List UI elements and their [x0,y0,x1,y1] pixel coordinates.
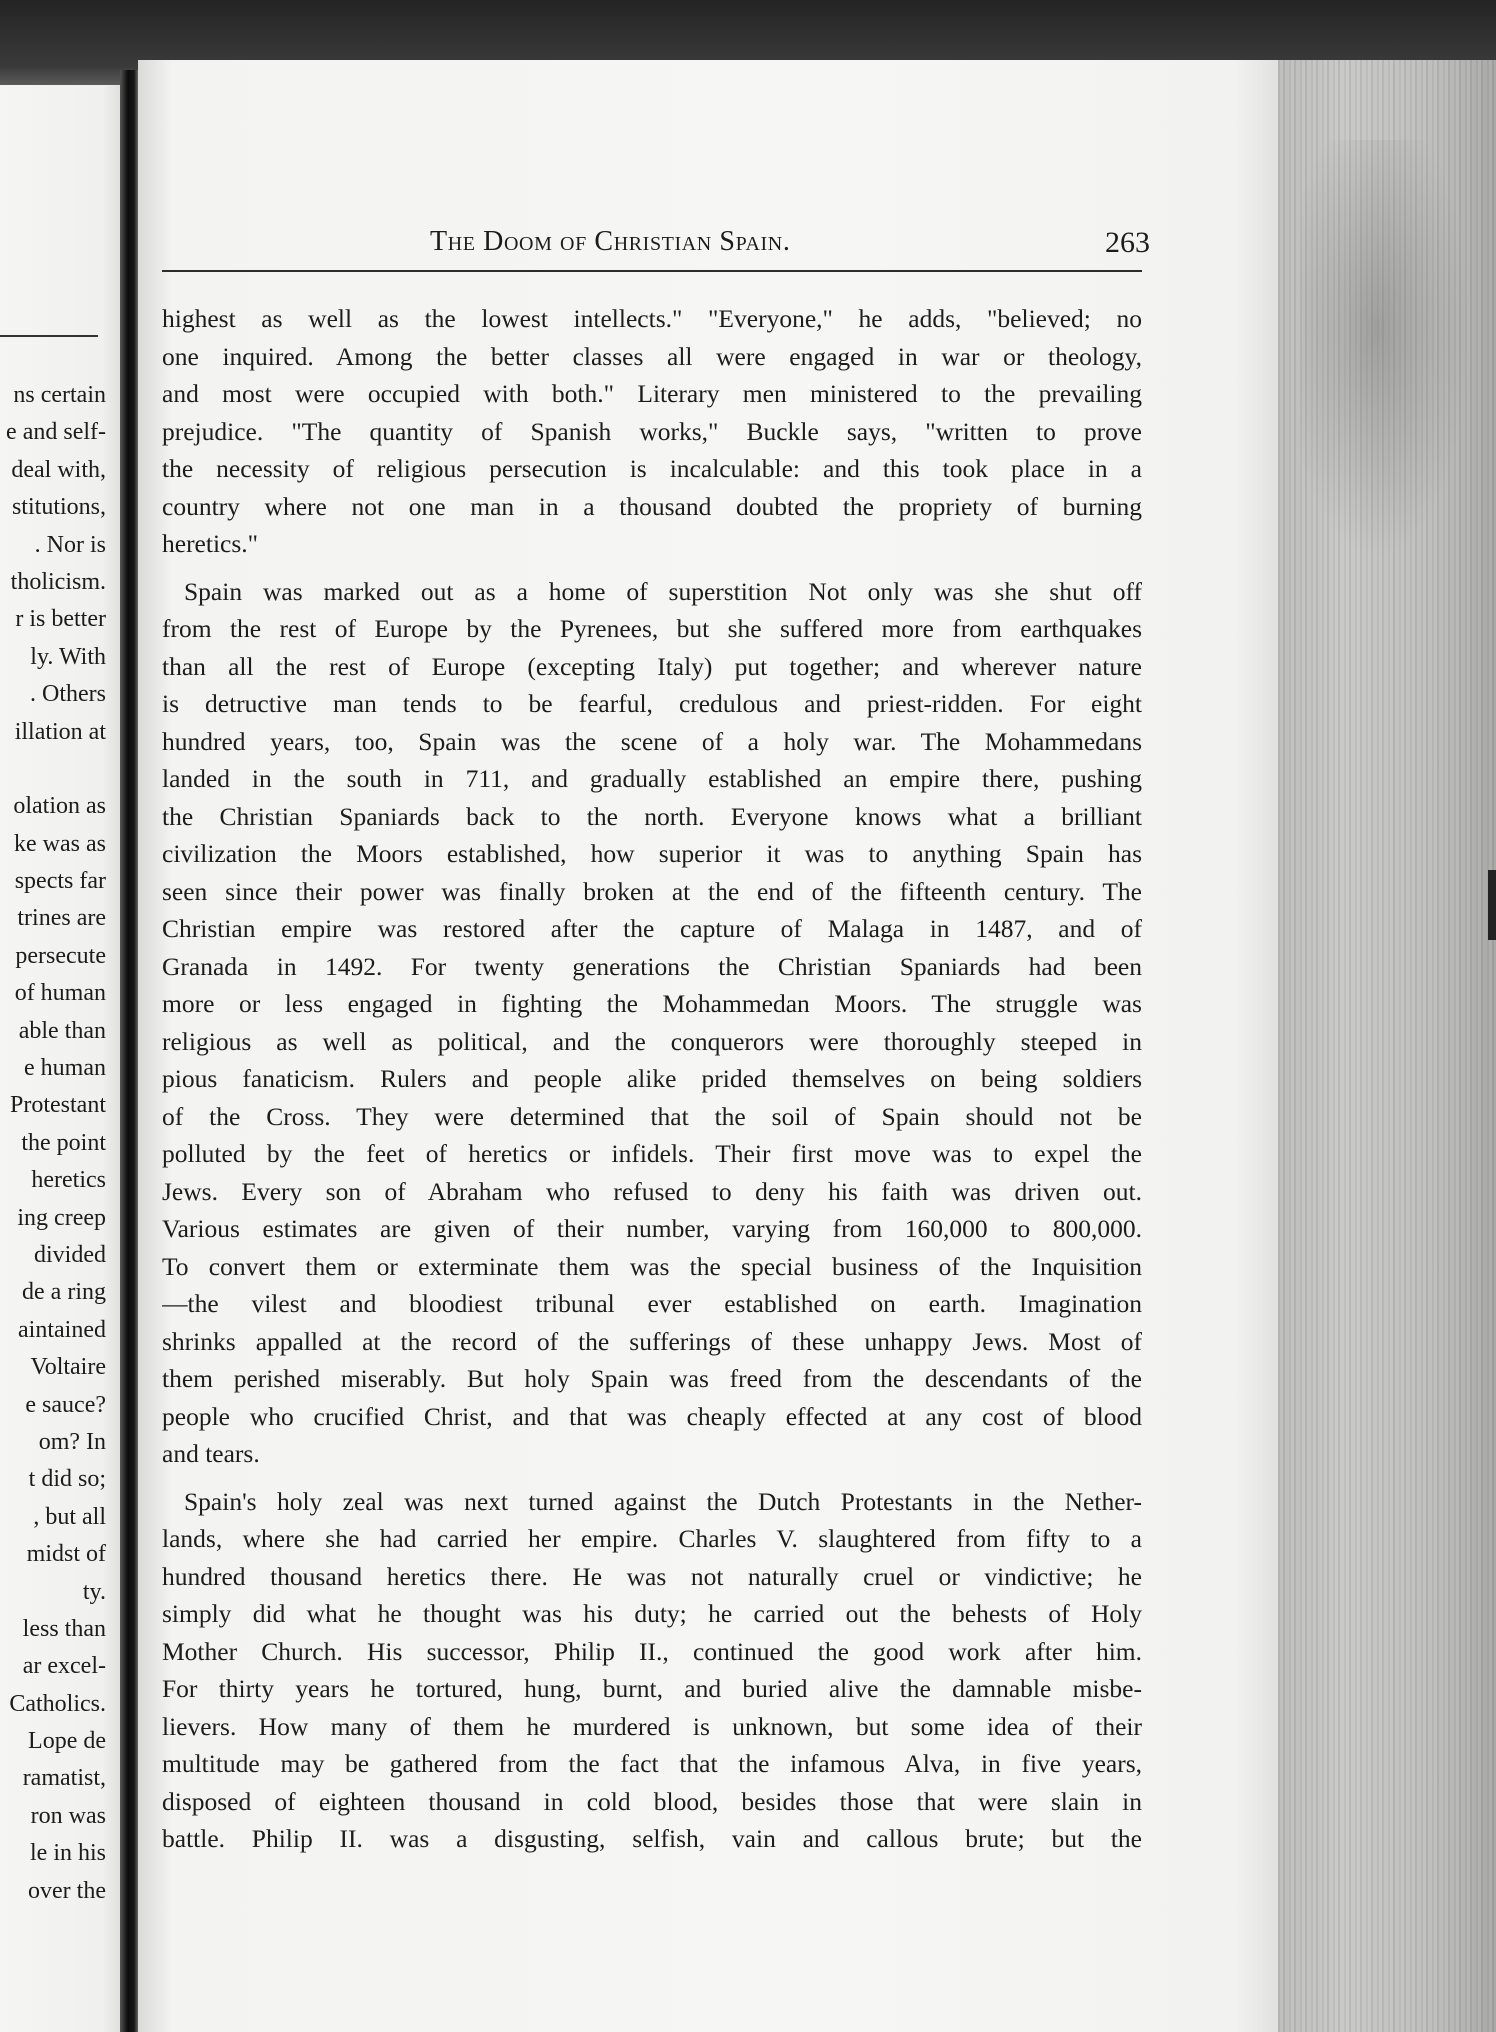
facing-page-line: om? In [38,1428,106,1455]
facing-page-line: ron was [30,1802,106,1829]
facing-page-line: Catholics. [9,1690,106,1717]
paragraph [162,1483,1142,1858]
facing-page-line: t did so; [28,1466,106,1493]
facing-page-fragment [0,85,128,2032]
facing-page-line: able than [18,1017,106,1044]
text-line: country where not one man in a thousand doubted the propriety of burning [162,491,1142,521]
facing-page-line: illation at [14,718,106,745]
text-line: simply did what he thought was his duty; he carried out the behests of Holy [162,1599,1142,1628]
facing-page-line: e sauce? [25,1391,106,1418]
facing-page-line: divided [34,1241,106,1268]
facing-page-line: midst of [26,1541,106,1568]
text-line: hundred thousand heretics there. He was not naturally cruel or vindictive; he [162,1561,1142,1591]
facing-page-line: Voltaire [30,1354,106,1381]
facing-page-line: ty. [82,1578,106,1605]
text-line: of the Cross. They were determined that the soil of Spain should not be [162,1101,1142,1131]
book-gutter [120,70,140,2032]
facing-page-line: e and self- [6,419,106,446]
text-line: people who crucified Christ, and that was cheaply effected at any cost of blood [162,1401,1142,1431]
facing-page-line: r is better [15,606,106,633]
facing-page-line: ing creep [17,1204,106,1231]
facing-page-line: Lope de [28,1728,106,1755]
text-line: Granada in 1492. For twenty generations the Christian Spaniards had been [162,951,1142,981]
facing-page-line: less than [22,1615,106,1642]
header-rule [162,270,1142,272]
running-header [430,226,1150,266]
text-line: polluted by the feet of heretics or infidels. Their first move was to expel the [162,1139,1142,1168]
text-line: civilization the Moors established, how superior it was to anything Spain has [162,839,1142,868]
text-line: —the vilest and bloodiest tribunal ever established on earth. Imagination [162,1289,1142,1318]
text-line: lands, where she had carried her empire. Charles V. slaughtered from fifty to a [162,1524,1142,1553]
text-line: the Christian Spaniards back to the north. Everyone knows what a brilliant [162,801,1142,831]
text-line: disposed of eighteen thousand in cold blood, besides those that were slain in [162,1786,1142,1816]
page-edge-stain [1300,140,1470,560]
facing-page-line: ar excel- [22,1653,106,1680]
facing-page-line: tholicism. [10,568,106,595]
facing-page-line [0,751,106,788]
text-line: landed in the south in 711, and gradually established an empire there, pushing [162,764,1142,793]
text-line: and most were occupied with both." Literary men ministered to the prevailing [162,379,1142,408]
text-line: For thirty years he tortured, hung, burnt, and buried alive the damnable misbe- [162,1674,1142,1703]
text-line: from the rest of Europe by the Pyrenees, but she suffered more from earthquakes [162,614,1142,643]
text-line: multitude may be gathered from the fact that the infamous Alva, in five years, [162,1749,1142,1778]
facing-page-line: . Others [30,681,106,708]
facing-page-line: le in his [30,1840,106,1867]
facing-page-line: deal with, [11,456,106,483]
text-line: one inquired. Among the better classes all were engaged in war or theology, [162,341,1142,371]
text-line: is detructive man tends to be fearful, credulous and priest-ridden. For eight [162,689,1142,718]
text-line: Various estimates are given of their number, varying from 160,000 to 800,000. [162,1214,1142,1243]
text-line: and tears. [162,1439,260,1468]
facing-page-line: de a ring [22,1279,106,1306]
text-line: lievers. How many of them he murdered is unknown, but some idea of their [162,1711,1142,1741]
page-number: 263 [1105,226,1150,259]
text-line: religious as well as political, and the conquerors were thoroughly steeped in [162,1026,1142,1056]
text-line: the necessity of religious persecution is incalculable: and this took place in a [162,454,1142,483]
facing-page-line: heretics [31,1167,106,1194]
facing-page-line: ly. With [30,643,106,670]
paragraph [162,573,1142,1473]
facing-page-line: trines are [17,905,106,932]
facing-page-line: e human [24,1055,106,1082]
running-title: The Doom of Christian Spain. [430,226,791,257]
facing-page-line: , but all [33,1503,106,1530]
text-line: pious fanaticism. Rulers and people alike prided themselves on being soldiers [162,1064,1142,1093]
text-line: more or less engaged in fighting the Mohammedan Moors. The struggle was [162,989,1142,1018]
facing-page-text [0,377,106,1910]
facing-page-header-rule [0,335,98,337]
facing-page-line: ke was as [14,830,106,857]
facing-page-line: ramatist, [22,1765,106,1792]
text-line: Christian empire was restored after the capture of Malaga in 1487, and of [162,914,1142,943]
text-line: shrinks appalled at the record of the sufferings of these unhappy Jews. Most of [162,1326,1142,1356]
facing-page-line: olation as [13,793,106,820]
facing-page-line: of human [14,980,106,1007]
facing-page-line: over the [28,1877,106,1904]
text-line: prejudice. "The quantity of Spanish works," Buckle says, "written to prove [162,416,1142,446]
text-line: Mother Church. His successor, Philip II., continued the good work after him. [162,1636,1142,1666]
facing-page-line: aintained [18,1316,106,1343]
text-line: Jews. Every son of Abraham who refused to deny his faith was driven out. [162,1176,1142,1206]
facing-page-line: Protestant [10,1092,106,1119]
text-line: Spain's holy zeal was next turned against the Dutch Protestants in the Nether- [184,1486,1142,1516]
body-text [162,300,1142,1858]
text-line: them perished miserably. But holy Spain was freed from the descendants of the [162,1364,1142,1393]
text-line: than all the rest of Europe (excepting Italy) put together; and wherever nature [162,651,1142,681]
text-line: To convert them or exterminate them was the special business of the Inquisition [162,1251,1142,1281]
paragraph [162,300,1142,563]
page-edge-mark [1488,870,1496,940]
facing-page-line: . Nor is [34,531,106,558]
facing-page-line: ns certain [13,382,106,408]
text-line: heretics." [162,529,259,558]
facing-page-line: persecute [15,942,106,969]
text-line: battle. Philip II. was a disgusting, selfish, vain and callous brute; but the [162,1824,1142,1853]
text-line: Spain was marked out as a home of superstition Not only was she shut off [184,576,1142,606]
text-line: highest as well as the lowest intellects." "Everyone," he adds, "believed; no [162,304,1142,333]
text-line: hundred years, too, Spain was the scene of a holy war. The Mohammedans [162,726,1142,756]
text-line: seen since their power was finally broken at the end of the fifteenth century. The [162,876,1142,906]
facing-page-line: spects far [14,868,106,895]
facing-page-line: stitutions, [11,494,106,521]
facing-page-line: the point [21,1129,106,1156]
